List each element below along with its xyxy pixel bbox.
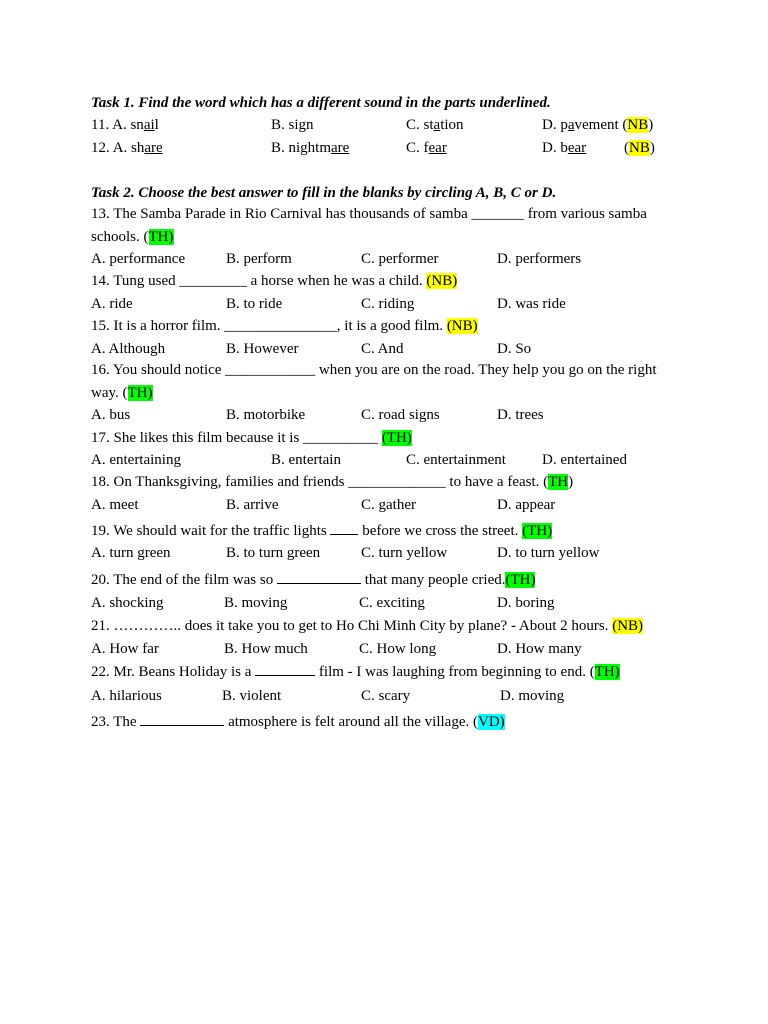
q15-option-b: B. However [226,341,299,357]
q14-option-b: B. to ride [226,296,283,312]
q12-tag-close: ) [649,140,655,156]
q16-option-c: C. road signs [361,407,440,423]
q18-option-c: C. gather [361,497,416,513]
q19-option-b: B. to turn green [226,545,321,561]
q18-level-tag: TH [548,474,569,490]
q11-option-d [542,116,653,134]
q20-option-c: C. exciting [359,595,425,611]
q20-level-tag: (TH) [505,572,536,588]
q19-blank [330,522,358,535]
q16-line2 [91,384,153,402]
q20-option-b: B. moving [224,595,288,611]
q12-option-c [406,139,447,157]
q19-text-post: before we cross the street. [358,523,523,539]
q21-option-b: B. How much [224,641,308,657]
q11-d-pre: D. p [542,117,568,133]
q23-text-pre: 23. The [91,714,141,730]
q23-blank [140,713,224,726]
task2-title: Task 2. Choose the best answer to fill in the blanks by circling A, B, C or D. [91,185,557,201]
q17-level-tag: (TH) [381,430,412,446]
q12-option-b [271,139,349,157]
q14-option-d: D. was ride [497,296,566,312]
q12-number: 12. [91,140,110,156]
q19-option-d: D. to turn yellow [497,545,600,561]
q20-question [91,571,535,589]
q12-d-underlined: ear [567,140,587,156]
q14-text: 14. Tung used _________ a horse when he was a child. [91,273,427,289]
q11-tag-close: ) [648,117,654,133]
q11-b-pre: B. si [271,117,299,133]
task1-title: Task 1. Find the word which has a different sound in the parts underlined. [91,95,551,111]
q12-tag-open: ( [624,140,629,156]
q11-a-pre: A. sn [112,117,144,133]
q13-line2-text: schools. ( [91,229,149,245]
q20-option-d: D. boring [497,595,555,611]
q16-option-d: D. trees [497,407,544,423]
q11-c-post: tion [440,117,464,133]
q11-option-b [271,116,314,134]
q12-c-underlined: ear [428,140,447,156]
q11-option-c [406,116,464,134]
q21-level-tag: (NB) [612,618,644,634]
q11-b-post: n [306,117,314,133]
q22-option-c: C. scary [361,688,411,704]
q18-question [91,473,573,491]
q13-line2 [91,228,174,246]
q21-option-c: C. How long [359,641,437,657]
q11-level-tag: NB [627,117,649,133]
q21-text: 21. ………….. does it take you to get to Ho Chi Minh City by plane? - About 2 hours. [91,618,613,634]
q22-blank [255,663,315,676]
q22-option-a: A. hilarious [91,688,162,704]
q18-text: 18. On Thanksgiving, families and friends _____________ to have a feast. ( [91,474,549,490]
q18-option-d: D. appear [497,497,556,513]
q11-c-underlined: a [433,117,441,133]
q22-text-post: film - I was laughing from beginning to end. ( [315,664,595,680]
q16-option-b: B. motorbike [226,407,306,423]
q14-question [91,272,457,290]
q21-option-d: D. How many [497,641,582,657]
q12-option-d [542,139,586,157]
q13-option-b: B. perform [226,251,292,267]
q16-line2-text: way. ( [91,385,128,401]
q12-level-tag: NB [629,140,650,156]
q15-text: 15. It is a horror film. _______________, it is a good film. [91,318,447,334]
q15-option-c: C. And [361,341,404,357]
q18-tag-close: ) [568,474,574,490]
q12-b-underlined: are [331,140,350,156]
q13-level-tag: TH) [148,229,174,245]
q14-level-tag: (NB) [426,273,458,289]
q19-level-tag: (TH) [522,523,553,539]
q15-question [91,317,478,335]
q11-a-underlined: ai [143,117,155,133]
q15-option-d: D. So [497,341,532,357]
q11-c-pre: C. st [406,117,434,133]
q15-option-a: A. Although [91,341,166,357]
q16-option-a: A. bus [91,407,131,423]
q16-line1: 16. You should notice ____________ when you are on the road. They help you go on the right [91,362,657,378]
q20-option-a: A. shocking [91,595,164,611]
q19-text-pre: 19. We should wait for the traffic lights [91,523,331,539]
q13-option-d: D. performers [497,251,582,267]
q13-line1: 13. The Samba Parade in Rio Carnival has thousands of samba _______ from various samba [91,206,647,222]
q14-option-a: A. ride [91,296,133,312]
q22-question [91,663,620,681]
q16-level-tag: TH) [127,385,153,401]
q17-option-b: B. entertain [271,452,341,468]
q19-option-c: C. turn yellow [361,545,448,561]
q11-a-post: l [154,117,159,133]
q22-option-d: D. moving [500,688,565,704]
q22-text-pre: 22. Mr. Beans Holiday is a [91,664,256,680]
q12-level-tag-wrap [624,139,655,157]
q17-text: 17. She likes this film because it is __________ [91,430,382,446]
q17-option-d: D. entertained [542,452,627,468]
q14-option-c: C. riding [361,296,415,312]
q20-text-post: that many people cried. [360,572,506,588]
q11-d-underlined: a [567,117,575,133]
q23-question [91,713,505,731]
q17-option-c: C. entertainment [406,452,506,468]
q20-text-pre: 20. The end of the film was so [91,572,277,588]
q17-option-a: A. entertaining [91,452,181,468]
q17-question [91,429,412,447]
q21-question [91,617,643,635]
q21-option-a: A. How far [91,641,159,657]
q11-d-post: vement ( [574,117,628,133]
q13-option-a: A. performance [91,251,186,267]
q12-a-pre: A. sh [112,140,145,156]
q22-option-b: B. violent [222,688,282,704]
q11-number: 11. [91,117,110,133]
q20-blank [277,571,361,584]
q19-option-a: A. turn green [91,545,171,561]
q12-b-pre: B. nightm [271,140,332,156]
q19-question [91,522,552,540]
q12-d-pre: D. b [542,140,568,156]
q18-option-a: A. meet [91,497,139,513]
q15-level-tag: (NB) [446,318,478,334]
q12-option-a [91,139,163,157]
q18-option-b: B. arrive [226,497,279,513]
q12-c-pre: C. f [406,140,429,156]
q12-a-underlined: are [144,140,163,156]
q23-level-tag: VD) [477,714,505,730]
q11-b-underlined: g [298,117,307,133]
q11-option-a [91,116,159,134]
q23-text-post: atmosphere is felt around all the village. ( [224,714,478,730]
q22-level-tag: TH) [594,664,620,680]
q13-option-c: C. performer [361,251,439,267]
